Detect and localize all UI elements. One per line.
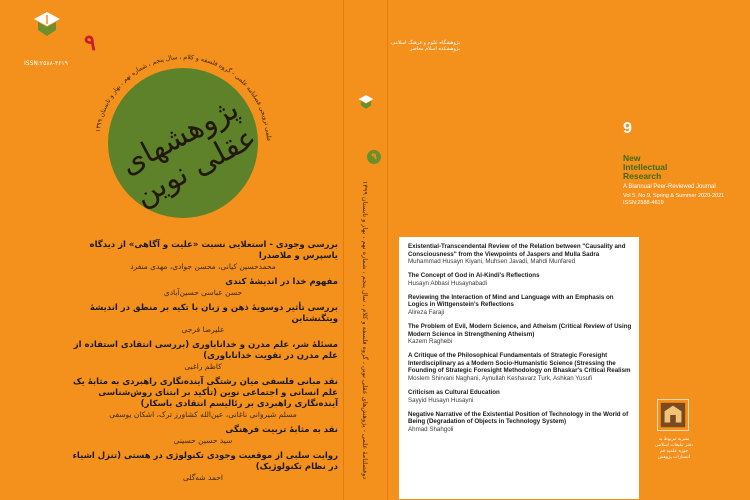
article-fa-title: روایت سلبی از موقعیت وجودی تکنولوژی در هستی (تنزل اشیاء در نظام تکنولوژیک) <box>72 451 338 472</box>
issn-back: ISSN:۲۵۸۸-۴۶۱۹ <box>24 60 68 67</box>
article-en-author: Kazem Raghebi <box>408 338 453 346</box>
publisher-name: نشریه مربوط به دفتر تبلیغات اسلامی حوزه علمیه قم انتشارات پژوهش <box>655 437 693 460</box>
institute-logo <box>32 10 62 38</box>
ring-text: علمی ترویجی فصلنامه علمی - گروه فلسفه و کلام ، سال پنجم ، شماره نهم ، بهار و تابستان ۱۳۹۹ <box>94 53 273 142</box>
article-en-author: Ahmad Shahgoli <box>408 425 454 433</box>
article-fa-title: بررسی وجودی - استعلایی نسبت «علیت و آگاهی» از دیدگاه یاسپرس و ملاصدرا <box>89 240 338 261</box>
spine-issue-number: ۹ <box>367 150 381 164</box>
article-fa-title: مسئلهٔ شر، علم مدرن و خداناباوری (بررسی انتقادی استفاده از علم مدرن در تقویت خداناباوری) <box>73 340 338 361</box>
article-en-title: The Problem of Evil, Modern Science, and Atheism (Critical Review of Using Modern Science in Strengthening Atheism) <box>408 322 632 338</box>
publisher-logo <box>657 399 689 431</box>
spine-logo <box>357 94 375 110</box>
article-en-title: A Critique of the Philosophical Fundamentals of Strategic Foresight Interdisciplinary as a Modern Socio-Humanistic Science (Stressing the Founding of Strategic Foresight Methodology on Bhaskar's Critical Realism <box>408 352 631 375</box>
article-fa-author: حسن عباسی حسین‌آبادی <box>163 288 243 297</box>
article-en-title: Existential-Transcendental Review of the Relation between "Causality and Consciousness" from the Viewpoints of Jaspers and Mulla Sadra <box>408 243 626 258</box>
article-en-author: Sayyid Husayn Husayni <box>408 396 474 404</box>
article-en-title: Criticism as Cultural Education <box>408 388 500 396</box>
article-en-title: Negative Narrative of the Existential Position of Technology in the World of Being (Degradation of Objects in Technology System) <box>408 410 629 426</box>
article-fa-author: محمدحسین کیانی، محسن جوادی، مهدی منفرد <box>130 262 276 271</box>
article-fa-author: علیرضا فرجی <box>181 325 225 334</box>
issue-number: 9 <box>623 120 632 137</box>
volume-info: Vol 5, No 9, Spring & Summer 2020-2021 <box>623 193 725 199</box>
journal-title-fa: پژوهشهای عقلی نوین <box>114 90 263 214</box>
article-en-author: Moslem Shirvani Naghani, Aynullah Keshavarz Turk, Ashkan Yusufi <box>408 374 593 382</box>
article-fa-author: مسلم شیروانی ناغانی، عین‌الله کشاورز ترک، اشکان یوسفی <box>109 410 297 419</box>
article-fa-author: احمد شه‌گلی <box>183 473 223 482</box>
article-en-author: Husayn Abbasi Husaynabadi <box>408 279 488 287</box>
spine-title: دوفصلنامهٔ علمی - پژوهش‌های عقلی نوین ، گروه فلسفه و کلام ، سال پنجم ، شماره نهم ، بهار و تابستان ۱۳۹۹ <box>361 180 369 480</box>
contents-en <box>408 243 633 440</box>
article-en-author: Muhammad Husayn Kiyani, Muhsen Javadi, Mahdi Munfared <box>408 258 576 266</box>
article-fa-title: بررسی تأثیر دوسویهٔ ذهن و زبان با تکیه بر منطق در اندیشهٔ ویتگنشتاین <box>89 303 338 324</box>
article-en-title: The Concept of God in Al-Kindi's Reflections <box>408 272 540 280</box>
article-en-author: Alireza Faraji <box>408 308 445 316</box>
journal-subtitle: A Biannual Peer-Reviewed Journal <box>623 184 716 190</box>
issue-number-back: ۹ <box>84 30 96 56</box>
article-fa-title: نقد به مثابهٔ تربیت فرهنگی <box>225 425 338 435</box>
issn: ISSN:2588-4619 <box>623 200 664 206</box>
journal-title: New Intellectual Research <box>623 153 668 181</box>
article-en-title: Reviewing the Interaction of Mind and Language with an Emphasis on Logics in Wittgenstein's Reflections <box>408 293 614 309</box>
article-fa-title: مفهوم خدا در اندیشهٔ کندی <box>225 277 338 287</box>
article-fa-author: سید حسین حسینی <box>173 436 233 445</box>
article-fa-title: نقد مبانی فلسفی میان رشتگی آینده‌نگاری راهبردی به مثابهٔ یک علم انسانی و اجتماعی نوین (تأکید بر ابتنای روش‌شناسی آینده‌نگاری راهبردی بر رئالیسم انتقادی باسکار) <box>72 377 338 409</box>
institute-name: پژوهشگاه علوم و فرهنگ اسلامی پژوهشکده اسلام معاصر <box>391 40 460 52</box>
article-fa-author: کاظم راغبی <box>184 362 222 371</box>
contents-fa <box>68 240 338 488</box>
